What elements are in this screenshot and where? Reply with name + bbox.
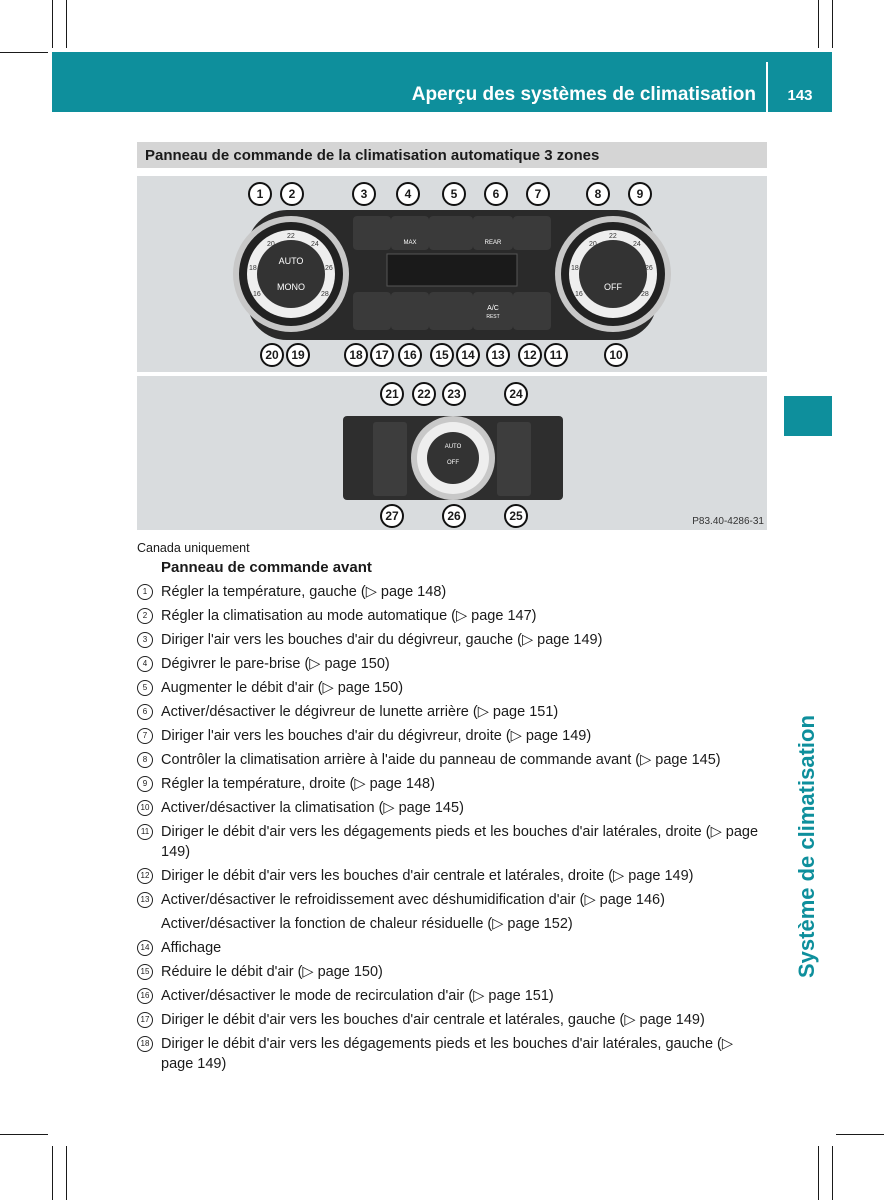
scale-label: 24 [633,241,641,248]
item-number: 12 [137,868,153,884]
callout-16: 16 [398,343,422,367]
off-label: OFF [604,282,622,292]
mono-label: MONO [277,282,305,292]
crop-mark [66,1146,67,1200]
item-text: Diriger le débit d'air vers les dégagements pieds et les bouches d'air latérales, droite (▷ page 149) [161,824,759,860]
crop-mark [0,1134,48,1135]
item-number: 6 [137,704,153,720]
callout-9: 9 [628,182,652,206]
list-item [137,866,767,886]
rear-label: REAR [484,240,502,246]
list-item [137,1010,767,1030]
callout-3: 3 [352,182,376,206]
item-number: 8 [137,752,153,768]
callout-14: 14 [456,343,480,367]
item-text: Activer/désactiver le dégivreur de lunette arrière (▷ page 151) [161,704,559,720]
item-text: Diriger le débit d'air vers les dégagements pieds et les bouches d'air latérales, gauche (▷ page 149) [161,1036,734,1072]
item-text: Diriger l'air vers les bouches d'air du dégivreur, droite (▷ page 149) [161,728,592,744]
crop-mark [832,1146,833,1200]
crop-mark [818,1146,819,1200]
list-item [137,726,767,746]
item-text: Réduire le débit d'air (▷ page 150) [161,964,383,980]
list-item [137,1034,767,1074]
scale-label: 28 [641,291,649,298]
rear-off-label: OFF [447,460,459,466]
callout-11: 11 [544,343,568,367]
callout-19: 19 [286,343,310,367]
list-item [137,798,767,818]
list-item [137,986,767,1006]
callout-17: 17 [370,343,394,367]
item-number: 10 [137,800,153,816]
crop-mark [818,0,819,48]
item-number: 11 [137,824,153,840]
item-text: Affichage [161,940,222,956]
item-text: Diriger le débit d'air vers les bouches d'air centrale et latérales, droite (▷ page 149) [161,868,694,884]
callout-25: 25 [504,504,528,528]
callout-27: 27 [380,504,404,528]
items-container [137,582,767,1074]
scale-label: 26 [325,265,333,272]
item-number: 17 [137,1012,153,1028]
ac-label: A/C [487,305,499,312]
callout-4: 4 [396,182,420,206]
item-text: Activer/désactiver le mode de recirculation d'air (▷ page 151) [161,988,554,1004]
scale-label: 22 [609,233,617,240]
item-text: Dégivrer le pare-brise (▷ page 150) [161,656,390,672]
item-text: Diriger l'air vers les bouches d'air du dégivreur, gauche (▷ page 149) [161,632,603,648]
item-number: 18 [137,1036,153,1052]
crop-mark [52,0,53,48]
item-number: 7 [137,728,153,744]
scale-label: 22 [287,233,295,240]
callout-24: 24 [504,382,528,406]
item-number: 15 [137,964,153,980]
scale-label: 24 [311,241,319,248]
list-item [137,702,767,722]
callout-10: 10 [604,343,628,367]
item-number: 5 [137,680,153,696]
chapter-tab [784,396,832,436]
item-text: Contrôler la climatisation arrière à l'aide du panneau de commande avant (▷ page 145) [161,752,721,768]
callout-5: 5 [442,182,466,206]
item-text: Activer/désactiver la climatisation (▷ page 145) [161,800,464,816]
list-item [137,822,767,862]
callout-18: 18 [344,343,368,367]
rear-panel-figure [137,376,767,530]
scale-label: 16 [575,291,583,298]
item-text: Régler la température, droite (▷ page 148) [161,776,435,792]
list-item [137,582,767,602]
scale-label: 28 [321,291,329,298]
page-number: 143 [787,87,813,104]
callout-6: 6 [484,182,508,206]
crop-mark [836,1134,884,1135]
section-title: Panneau de commande de la climatisation automatique 3 zones [145,147,600,164]
list-item [137,774,767,794]
item-text: Régler la température, gauche (▷ page 148) [161,584,447,600]
item-continuation: Activer/désactiver la fonction de chaleur résiduelle (▷ page 152) [161,916,573,932]
note-text: Canada uniquement [137,541,250,555]
crop-mark [66,0,67,48]
list-item [137,678,767,698]
item-number: 9 [137,776,153,792]
scale-label: 18 [571,265,579,272]
callout-22: 22 [412,382,436,406]
item-text: Régler la climatisation au mode automatique (▷ page 147) [161,608,537,624]
scale-label: 18 [249,265,257,272]
callout-23: 23 [442,382,466,406]
list-item [137,890,767,910]
item-number: 14 [137,940,153,956]
item-list [137,541,767,1078]
callout-13: 13 [486,343,510,367]
figure-code: P83.40-4286-31 [692,516,764,527]
page-title: Aperçu des systèmes de climatisation [411,84,756,105]
scale-label: 20 [267,241,275,248]
callout-21: 21 [380,382,404,406]
callout-7: 7 [526,182,550,206]
callout-1: 1 [248,182,272,206]
auto-label: AUTO [278,256,304,266]
callout-2: 2 [280,182,304,206]
item-text: Diriger le débit d'air vers les bouches d'air centrale et latérales, gauche (▷ page 149) [161,1012,705,1028]
callout-8: 8 [586,182,610,206]
list-item [137,938,767,958]
list-item [137,654,767,674]
crop-mark [832,0,833,48]
list-item [137,750,767,770]
callout-26: 26 [442,504,466,528]
item-text: Augmenter le débit d'air (▷ page 150) [161,680,404,696]
crop-mark [0,52,48,53]
crop-mark [52,1146,53,1200]
item-number: 1 [137,584,153,600]
scale-label: 26 [645,265,653,272]
rear-auto-label: AUTO [444,444,462,450]
callout-15: 15 [430,343,454,367]
scale-label: 20 [589,241,597,248]
scale-label: 16 [253,291,261,298]
item-text: Activer/désactiver le refroidissement avec déshumidification d'air (▷ page 146) [161,892,665,908]
list-item [137,630,767,650]
chapter-title: Système de climatisation [794,715,819,978]
rest-label: REST [486,314,500,320]
callout-20: 20 [260,343,284,367]
item-number: 3 [137,632,153,648]
item-number: 16 [137,988,153,1004]
front-panel-figure [137,176,767,372]
list-item [137,962,767,982]
max-label: MAX [403,240,417,246]
item-number: 13 [137,892,153,908]
list-heading: Panneau de commande avant [161,559,372,576]
item-number: 2 [137,608,153,624]
callout-12: 12 [518,343,542,367]
item-number: 4 [137,656,153,672]
list-item [137,606,767,626]
